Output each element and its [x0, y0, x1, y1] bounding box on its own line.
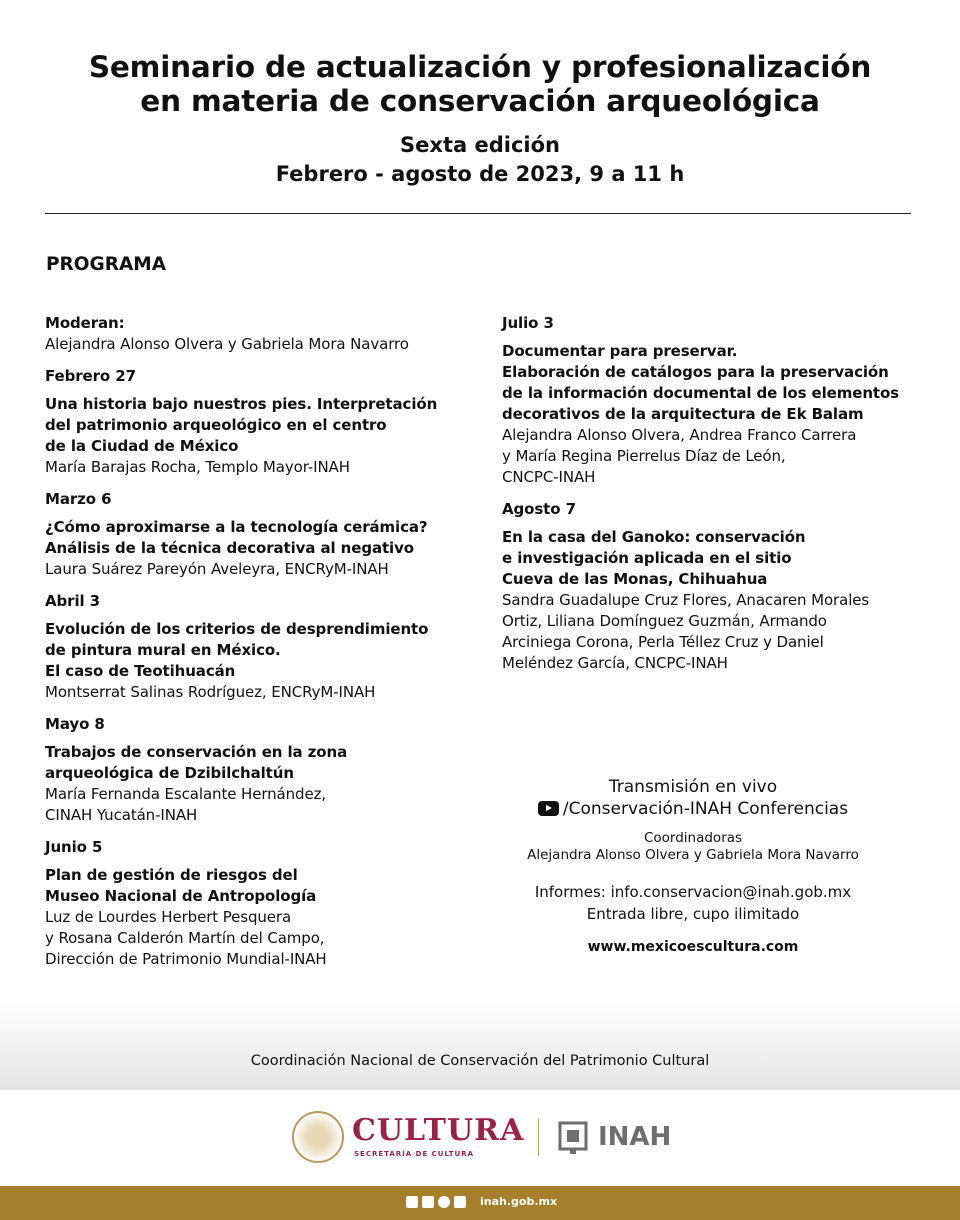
footer-institution: Coordinación Nacional de Conservación del Patrimonio Cultural: [250, 1053, 710, 1069]
session-speaker: Sandra Guadalupe Cruz Flores, Anacaren Morales: [502, 591, 870, 609]
programa-heading: PROGRAMA: [46, 254, 167, 275]
event-info: [455, 776, 931, 955]
session-abr: [45, 591, 485, 703]
moderators-names: Alejandra Alonso Olvera y Gabriela Mora Navarro: [45, 335, 409, 353]
twitter-icon[interactable]: [422, 1196, 434, 1208]
footer-fade: [0, 1000, 960, 1090]
coordinators-label: Coordinadoras: [643, 830, 743, 846]
session-title: de la Ciudad de México: [45, 437, 239, 455]
session-speaker: CINAH Yucatán-INAH: [45, 806, 198, 824]
session-title: de la información documental de los elementos: [502, 384, 900, 402]
date-range: Febrero - agosto de 2023, 9 a 11 h: [275, 162, 685, 186]
session-speaker: Luz de Lourdes Herbert Pesquera: [45, 908, 292, 926]
left-column: [45, 313, 485, 981]
session-title: Trabajos de conservación en la zona: [45, 743, 348, 761]
informes-email[interactable]: Informes: info.conservacion@inah.gob.mx: [534, 883, 852, 901]
inah-logo: INAH: [598, 1122, 672, 1152]
website-link[interactable]: www.mexicoescultura.com: [587, 939, 799, 955]
session-jul: [502, 313, 942, 488]
session-title: Evolución de los criterios de desprendimiento: [45, 620, 429, 638]
session-title: Elaboración de catálogos para la preservación: [502, 363, 889, 381]
instagram-icon[interactable]: [438, 1196, 450, 1208]
cultura-subtitle: SECRETARÍA DE CULTURA: [354, 1150, 475, 1158]
session-title: Documentar para preservar.: [502, 342, 738, 360]
session-speaker: Arciniega Corona, Perla Téllez Cruz y Daniel: [502, 633, 824, 651]
session-date: Agosto 7: [502, 500, 576, 518]
session-feb: [45, 366, 485, 478]
coordinators: [455, 830, 931, 864]
session-title: Plan de gestión de riesgos del: [45, 866, 298, 884]
logo-divider: [538, 1118, 539, 1156]
session-date: Marzo 6: [45, 490, 112, 508]
moderators-label: Moderan:: [45, 314, 125, 332]
session-may: [45, 714, 485, 826]
gob-link[interactable]: inah.gob.mx: [480, 1195, 558, 1208]
session-date: Junio 5: [45, 838, 103, 856]
session-speaker: Alejandra Alonso Olvera, Andrea Franco Carrera: [502, 426, 857, 444]
subtitle: [0, 131, 960, 189]
contact-info: [455, 881, 931, 925]
entry-info: Entrada libre, cupo ilimitado: [586, 905, 800, 923]
youtube-icon: [538, 801, 559, 816]
moderators-block: [45, 313, 485, 355]
channel-name: /Conservación-INAH Conferencias: [562, 799, 849, 819]
session-title: El caso de Teotihuacán: [45, 662, 236, 680]
page-title: [0, 50, 960, 118]
session-speaker: Montserrat Salinas Rodríguez, ENCRyM-INAH: [45, 683, 376, 701]
session-speaker: CNCPC-INAH: [502, 468, 596, 486]
session-jun: [45, 837, 485, 970]
session-speaker: Laura Suárez Pareyón Aveleyra, ENCRyM-INAH: [45, 560, 389, 578]
session-date: Febrero 27: [45, 367, 136, 385]
session-title: de pintura mural en México.: [45, 641, 281, 659]
session-speaker: María Barajas Rocha, Templo Mayor-INAH: [45, 458, 350, 476]
session-title: En la casa del Ganoko: conservación: [502, 528, 806, 546]
session-title: arqueológica de Dzibilchaltún: [45, 764, 294, 782]
divider: [45, 213, 911, 214]
session-speaker: Ortiz, Liliana Domínguez Guzmán, Armando: [502, 612, 827, 630]
session-date: Julio 3: [502, 314, 554, 332]
stream-title: Transmisión en vivo: [608, 777, 778, 797]
title-line-1: Seminario de actualización y profesionalización: [88, 50, 872, 84]
session-speaker: María Fernanda Escalante Hernández,: [45, 785, 327, 803]
session-title: Cueva de las Monas, Chihuahua: [502, 570, 768, 588]
session-mar: [45, 489, 485, 580]
session-title: del patrimonio arqueológico en el centro: [45, 416, 387, 434]
edition: Sexta edición: [400, 133, 560, 157]
inah-glyph-icon: [557, 1120, 589, 1154]
session-title: ¿Cómo aproximarse a la tecnología cerámica?: [45, 518, 428, 536]
session-speaker: y Rosana Calderón Martín del Campo,: [45, 929, 325, 947]
session-title: e investigación aplicada en el sitio: [502, 549, 792, 567]
session-title: Una historia bajo nuestros pies. Interpretación: [45, 395, 438, 413]
session-speaker: y María Regina Pierrelus Díaz de León,: [502, 447, 786, 465]
coordinators-names: Alejandra Alonso Olvera y Gabriela Mora Navarro: [527, 847, 859, 863]
session-ago: [502, 499, 942, 674]
session-title: Museo Nacional de Antropología: [45, 887, 317, 905]
title-line-2: en materia de conservación arqueológica: [140, 84, 820, 118]
social-icons: [406, 1196, 466, 1208]
youtube-icon[interactable]: [454, 1196, 466, 1208]
session-title: Análisis de la técnica decorativa al negativo: [45, 539, 414, 557]
stream-channel[interactable]: [455, 798, 931, 820]
session-speaker: Dirección de Patrimonio Mundial-INAH: [45, 950, 327, 968]
facebook-icon[interactable]: [406, 1196, 418, 1208]
session-speaker: Meléndez García, CNCPC-INAH: [502, 654, 728, 672]
session-date: Mayo 8: [45, 715, 105, 733]
right-column: [502, 313, 942, 685]
session-date: Abril 3: [45, 592, 100, 610]
cultura-logo: CULTURA: [352, 1113, 525, 1148]
session-title: decorativos de la arquitectura de Ek Balam: [502, 405, 864, 423]
coat-of-arms-seal: [292, 1111, 344, 1163]
